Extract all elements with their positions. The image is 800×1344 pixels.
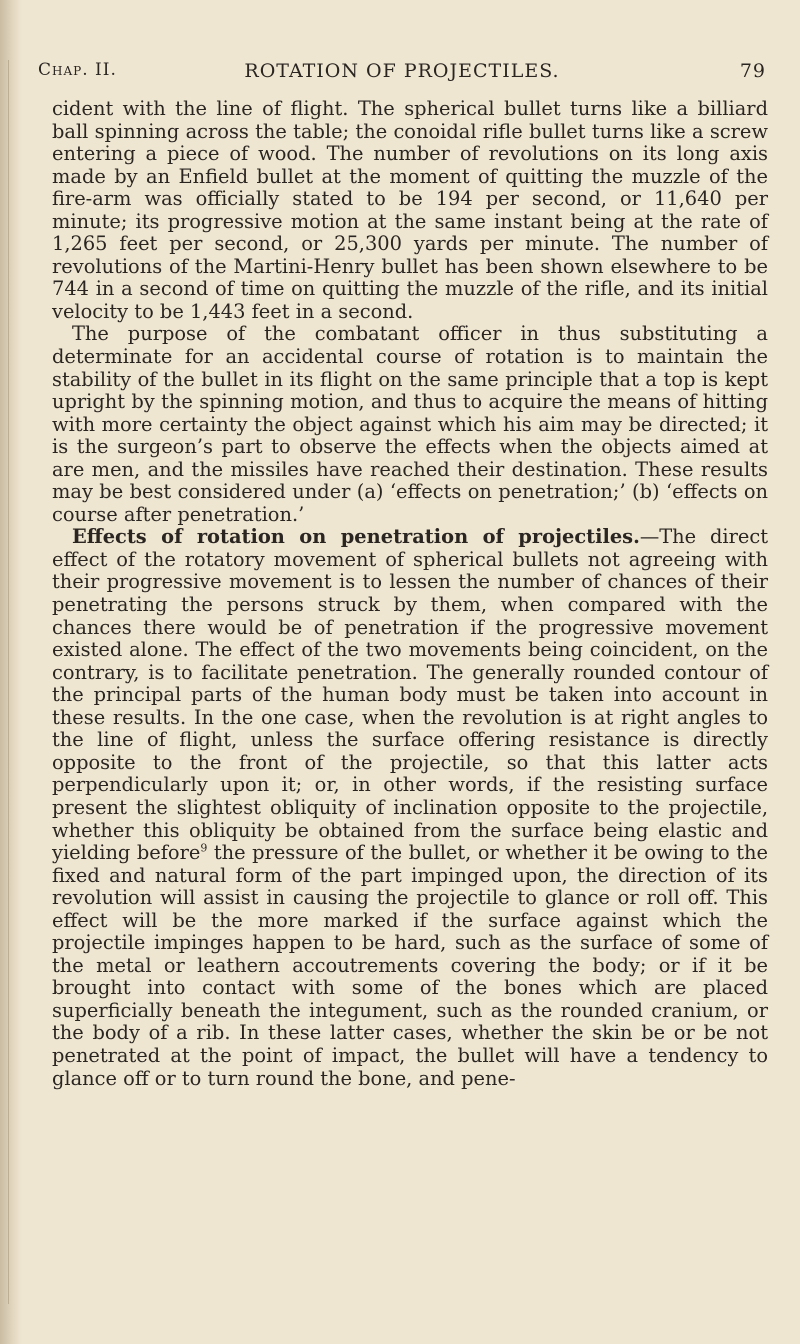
page-edge-line (8, 60, 9, 1304)
footnote-reference[interactable]: 9 (200, 841, 208, 855)
chapter-label: Chap. II. (38, 60, 117, 80)
paragraph-3 (52, 526, 768, 1090)
running-title: ROTATION OF PROJECTILES. (244, 60, 560, 82)
section-heading: Effects of rotation on penetration of projectiles. (72, 525, 640, 549)
page-number: 79 (739, 60, 766, 82)
paragraph-3-text-1: —The direct effect of the rotatory movement of spherical bullets not agreeing with their progressive movement is to lessen the number of chances of their penetrating the persons struck by them, when compared with the chances there would be of penetration if the progressive movement existed alone. The effect of the two movements being coincident, on the contrary, is to facilitate penetration. The generally rounded contour of the principal parts of the human body must be taken into account in these results. In the one case, when the revolution is at right angles to the line of flight, unless the surface offering resistance is directly opposite to the front of the projectile, so that this latter acts perpendicularly upon it; or, in other words, if the resisting surface present the slightest obliquity of inclination opposite to the projectile, whether this obliquity be obtained from the surface being elastic and yielding before (52, 525, 768, 865)
paragraph-1: cident with the line of flight. The spherical bullet turns like a billiard ball spinning across the table; the conoidal rifle bullet turns like a screw entering a piece of wood. The number of revolutions on its long axis made by an Enfield bullet at the moment of quitting the muzzle of the fire-arm was officially stated to be 194 per second, or 11,640 per minute; its progressive motion at the same instant being at the rate of 1,265 feet per second, or 25,300 yards per minute. The number of revolutions of the Martini-Henry bullet has been shown elsewhere to be 744 in a second of time on quitting the muzzle of the rifle, and its initial velocity to be 1,443 feet in a second. (52, 97, 768, 323)
paragraph-2: The purpose of the combatant officer in thus substituting a determinate for an accidental course of rotation is to maintain the stability of the bullet in its flight on the same principle that a top is kept upright by the spinning motion, and thus to acquire the means of hitting with more certainty the object against which his aim may be directed; it is the surgeon’s part to observe the effects when the objects aimed at are men, and the missiles have reached their destination. These results may be best considered under (a) ‘effects on penetration;’ (b) ‘effects on course after penetration.’ (52, 322, 768, 526)
paragraph-3-text-2: the pressure of the bullet, or whether it be owing to the fixed and natural form of the part impinged upon, the direction of its revolution will assist in causing the projectile to glance or roll off. This effect will be the more marked if the surface against which the projectile impinges happen to be hard, such as the surface of some of the metal or leathern accoutrements covering the body; or if it be brought into contact with some of the bones which are placed superficially beneath the integument, such as the rounded cranium, or the body of a rib. In these latter cases, whether the skin be or be not penetrated at the point of impact, the bullet will have a tendency to glance off or to turn round the bone, and pene- (52, 841, 768, 1090)
body-text (52, 98, 768, 1090)
running-head (38, 60, 766, 86)
page-gutter-shadow (0, 0, 22, 1344)
